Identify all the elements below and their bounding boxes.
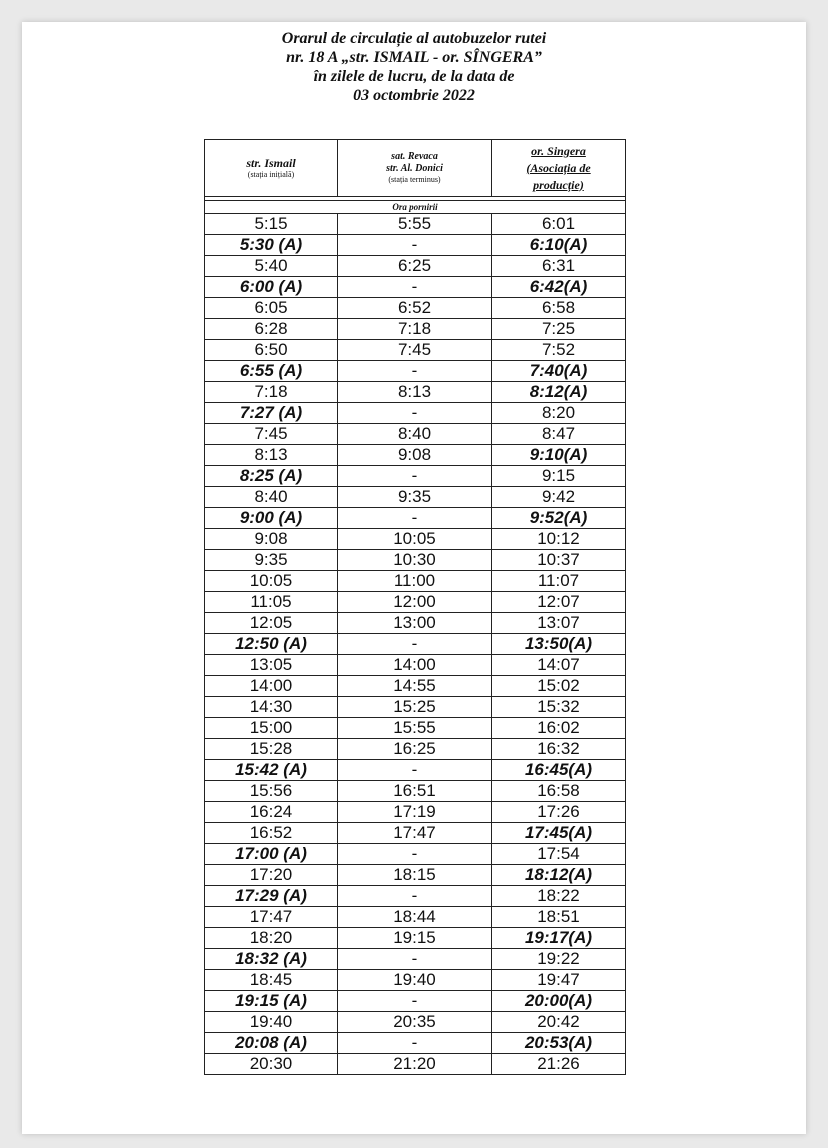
time-revaca: - <box>338 991 492 1012</box>
time-singera: 18:22 <box>492 886 626 907</box>
time-singera: 13:50(A) <box>492 634 626 655</box>
time-singera: 9:15 <box>492 466 626 487</box>
time-str-ismail: 11:05 <box>205 592 338 613</box>
subheader-row <box>205 201 626 214</box>
time-str-ismail: 20:08 (A) <box>205 1033 338 1054</box>
table-row <box>205 1012 626 1033</box>
time-str-ismail: 17:00 (A) <box>205 844 338 865</box>
time-revaca: 9:35 <box>338 487 492 508</box>
time-str-ismail: 15:00 <box>205 718 338 739</box>
table-row <box>205 508 626 529</box>
time-singera: 16:32 <box>492 739 626 760</box>
time-revaca: 10:05 <box>338 529 492 550</box>
table-row <box>205 655 626 676</box>
time-str-ismail: 16:24 <box>205 802 338 823</box>
time-singera: 18:12(A) <box>492 865 626 886</box>
time-str-ismail: 15:28 <box>205 739 338 760</box>
time-revaca: 7:18 <box>338 319 492 340</box>
time-singera: 15:32 <box>492 697 626 718</box>
table-row <box>205 634 626 655</box>
time-revaca: 15:25 <box>338 697 492 718</box>
table-row <box>205 928 626 949</box>
table-row <box>205 802 626 823</box>
time-str-ismail: 14:00 <box>205 676 338 697</box>
time-singera: 7:52 <box>492 340 626 361</box>
header-row <box>205 140 626 197</box>
header-revaca <box>338 140 492 197</box>
time-str-ismail: 14:30 <box>205 697 338 718</box>
table-row <box>205 907 626 928</box>
table-row <box>205 1054 626 1075</box>
table-row <box>205 1033 626 1054</box>
time-revaca: - <box>338 1033 492 1054</box>
table-row <box>205 277 626 298</box>
time-singera: 17:26 <box>492 802 626 823</box>
time-singera: 6:58 <box>492 298 626 319</box>
time-revaca: - <box>338 403 492 424</box>
time-str-ismail: 8:13 <box>205 445 338 466</box>
time-str-ismail: 6:50 <box>205 340 338 361</box>
time-revaca: - <box>338 466 492 487</box>
time-str-ismail: 10:05 <box>205 571 338 592</box>
time-str-ismail: 13:05 <box>205 655 338 676</box>
table-row <box>205 613 626 634</box>
time-str-ismail: 15:42 (A) <box>205 760 338 781</box>
time-str-ismail: 7:18 <box>205 382 338 403</box>
time-str-ismail: 17:47 <box>205 907 338 928</box>
time-revaca: 7:45 <box>338 340 492 361</box>
time-revaca: 10:30 <box>338 550 492 571</box>
time-str-ismail: 5:40 <box>205 256 338 277</box>
table-row <box>205 298 626 319</box>
table-row <box>205 382 626 403</box>
time-str-ismail: 15:56 <box>205 781 338 802</box>
time-revaca: 18:44 <box>338 907 492 928</box>
time-str-ismail: 5:15 <box>205 214 338 235</box>
header-str-ismail-name: str. Ismail <box>246 156 296 170</box>
time-revaca: 19:15 <box>338 928 492 949</box>
time-singera: 16:45(A) <box>492 760 626 781</box>
time-revaca: 21:20 <box>338 1054 492 1075</box>
time-str-ismail: 9:08 <box>205 529 338 550</box>
time-singera: 16:58 <box>492 781 626 802</box>
time-revaca: 6:25 <box>338 256 492 277</box>
time-str-ismail: 6:55 (A) <box>205 361 338 382</box>
table-row <box>205 865 626 886</box>
time-revaca: - <box>338 508 492 529</box>
header-revaca-line1: sat. Revaca <box>391 151 438 162</box>
time-singera: 21:26 <box>492 1054 626 1075</box>
table-row <box>205 676 626 697</box>
time-singera: 9:52(A) <box>492 508 626 529</box>
time-revaca: 5:55 <box>338 214 492 235</box>
table-row <box>205 445 626 466</box>
table-row <box>205 739 626 760</box>
time-singera: 6:01 <box>492 214 626 235</box>
time-str-ismail: 8:25 (A) <box>205 466 338 487</box>
time-singera: 14:07 <box>492 655 626 676</box>
table-row <box>205 256 626 277</box>
table-row <box>205 823 626 844</box>
table-row <box>205 844 626 865</box>
time-revaca: 18:15 <box>338 865 492 886</box>
time-singera: 6:31 <box>492 256 626 277</box>
time-singera: 6:10(A) <box>492 235 626 256</box>
document-title <box>0 29 828 105</box>
time-revaca: - <box>338 235 492 256</box>
time-revaca: 16:51 <box>338 781 492 802</box>
time-singera: 8:20 <box>492 403 626 424</box>
time-str-ismail: 6:00 (A) <box>205 277 338 298</box>
table-row <box>205 970 626 991</box>
time-revaca: 13:00 <box>338 613 492 634</box>
time-singera: 15:02 <box>492 676 626 697</box>
time-revaca: 8:40 <box>338 424 492 445</box>
table-row <box>205 235 626 256</box>
time-revaca: 17:47 <box>338 823 492 844</box>
time-str-ismail: 8:40 <box>205 487 338 508</box>
time-revaca: - <box>338 886 492 907</box>
time-singera: 17:54 <box>492 844 626 865</box>
time-str-ismail: 19:15 (A) <box>205 991 338 1012</box>
table-row <box>205 466 626 487</box>
table-row <box>205 991 626 1012</box>
time-singera: 19:17(A) <box>492 928 626 949</box>
time-revaca: 12:00 <box>338 592 492 613</box>
title-line-3: în zilele de lucru, de la data de <box>313 68 515 85</box>
time-revaca: 11:00 <box>338 571 492 592</box>
schedule-body <box>205 214 626 1075</box>
time-singera: 9:42 <box>492 487 626 508</box>
time-str-ismail: 6:28 <box>205 319 338 340</box>
time-revaca: 20:35 <box>338 1012 492 1033</box>
subheader-ora-pornirii: Ora pornirii <box>205 201 626 214</box>
time-str-ismail: 6:05 <box>205 298 338 319</box>
header-singera-line3: producție) <box>533 177 584 192</box>
table-row <box>205 340 626 361</box>
time-revaca: 6:52 <box>338 298 492 319</box>
title-line-1: Orarul de circulație al autobuzelor rutei <box>281 30 547 47</box>
time-revaca: - <box>338 844 492 865</box>
time-revaca: 17:19 <box>338 802 492 823</box>
time-singera: 20:42 <box>492 1012 626 1033</box>
time-singera: 16:02 <box>492 718 626 739</box>
time-str-ismail: 9:35 <box>205 550 338 571</box>
title-line-2: nr. 18 A „str. ISMAIL - or. SÎNGERA” <box>286 49 542 66</box>
table-row <box>205 760 626 781</box>
time-str-ismail: 18:45 <box>205 970 338 991</box>
time-revaca: - <box>338 361 492 382</box>
time-str-ismail: 18:32 (A) <box>205 949 338 970</box>
time-str-ismail: 18:20 <box>205 928 338 949</box>
time-singera: 8:12(A) <box>492 382 626 403</box>
time-revaca: - <box>338 634 492 655</box>
time-revaca: - <box>338 949 492 970</box>
time-revaca: 19:40 <box>338 970 492 991</box>
time-singera: 10:37 <box>492 550 626 571</box>
table-row <box>205 361 626 382</box>
time-revaca: 16:25 <box>338 739 492 760</box>
table-row <box>205 487 626 508</box>
time-singera: 7:25 <box>492 319 626 340</box>
header-singera-line1: or. Singera <box>531 143 586 158</box>
table-row <box>205 424 626 445</box>
table-row <box>205 949 626 970</box>
time-str-ismail: 7:45 <box>205 424 338 445</box>
table-row <box>205 886 626 907</box>
time-revaca: 9:08 <box>338 445 492 466</box>
time-str-ismail: 20:30 <box>205 1054 338 1075</box>
time-str-ismail: 12:50 (A) <box>205 634 338 655</box>
time-singera: 7:40(A) <box>492 361 626 382</box>
time-str-ismail: 17:20 <box>205 865 338 886</box>
header-str-ismail <box>205 140 338 197</box>
time-revaca: 15:55 <box>338 718 492 739</box>
time-singera: 12:07 <box>492 592 626 613</box>
time-str-ismail: 17:29 (A) <box>205 886 338 907</box>
time-revaca: 14:00 <box>338 655 492 676</box>
time-revaca: - <box>338 760 492 781</box>
table-row <box>205 718 626 739</box>
table-row <box>205 571 626 592</box>
time-singera: 17:45(A) <box>492 823 626 844</box>
time-singera: 20:00(A) <box>492 991 626 1012</box>
time-singera: 19:47 <box>492 970 626 991</box>
table-row <box>205 592 626 613</box>
table-row <box>205 697 626 718</box>
time-str-ismail: 16:52 <box>205 823 338 844</box>
table-row <box>205 781 626 802</box>
title-line-4: 03 octombrie 2022 <box>353 87 475 104</box>
time-singera: 19:22 <box>492 949 626 970</box>
time-str-ismail: 7:27 (A) <box>205 403 338 424</box>
time-str-ismail: 9:00 (A) <box>205 508 338 529</box>
time-str-ismail: 5:30 (A) <box>205 235 338 256</box>
time-singera: 8:47 <box>492 424 626 445</box>
time-singera: 9:10(A) <box>492 445 626 466</box>
time-singera: 10:12 <box>492 529 626 550</box>
time-str-ismail: 19:40 <box>205 1012 338 1033</box>
table-row <box>205 550 626 571</box>
table-row <box>205 319 626 340</box>
header-revaca-line2: str. Al. Donici <box>386 163 443 174</box>
table-row <box>205 403 626 424</box>
time-revaca: - <box>338 277 492 298</box>
time-singera: 13:07 <box>492 613 626 634</box>
time-singera: 20:53(A) <box>492 1033 626 1054</box>
time-singera: 11:07 <box>492 571 626 592</box>
schedule-table <box>204 139 626 1075</box>
header-str-ismail-note: (stația inițială) <box>247 170 295 179</box>
table-row <box>205 214 626 235</box>
header-singera <box>492 140 626 197</box>
header-revaca-note: (stația terminus) <box>388 175 441 184</box>
time-singera: 6:42(A) <box>492 277 626 298</box>
time-singera: 18:51 <box>492 907 626 928</box>
time-revaca: 8:13 <box>338 382 492 403</box>
time-revaca: 14:55 <box>338 676 492 697</box>
header-singera-line2: (Asociația de <box>526 160 591 175</box>
time-str-ismail: 12:05 <box>205 613 338 634</box>
table-row <box>205 529 626 550</box>
